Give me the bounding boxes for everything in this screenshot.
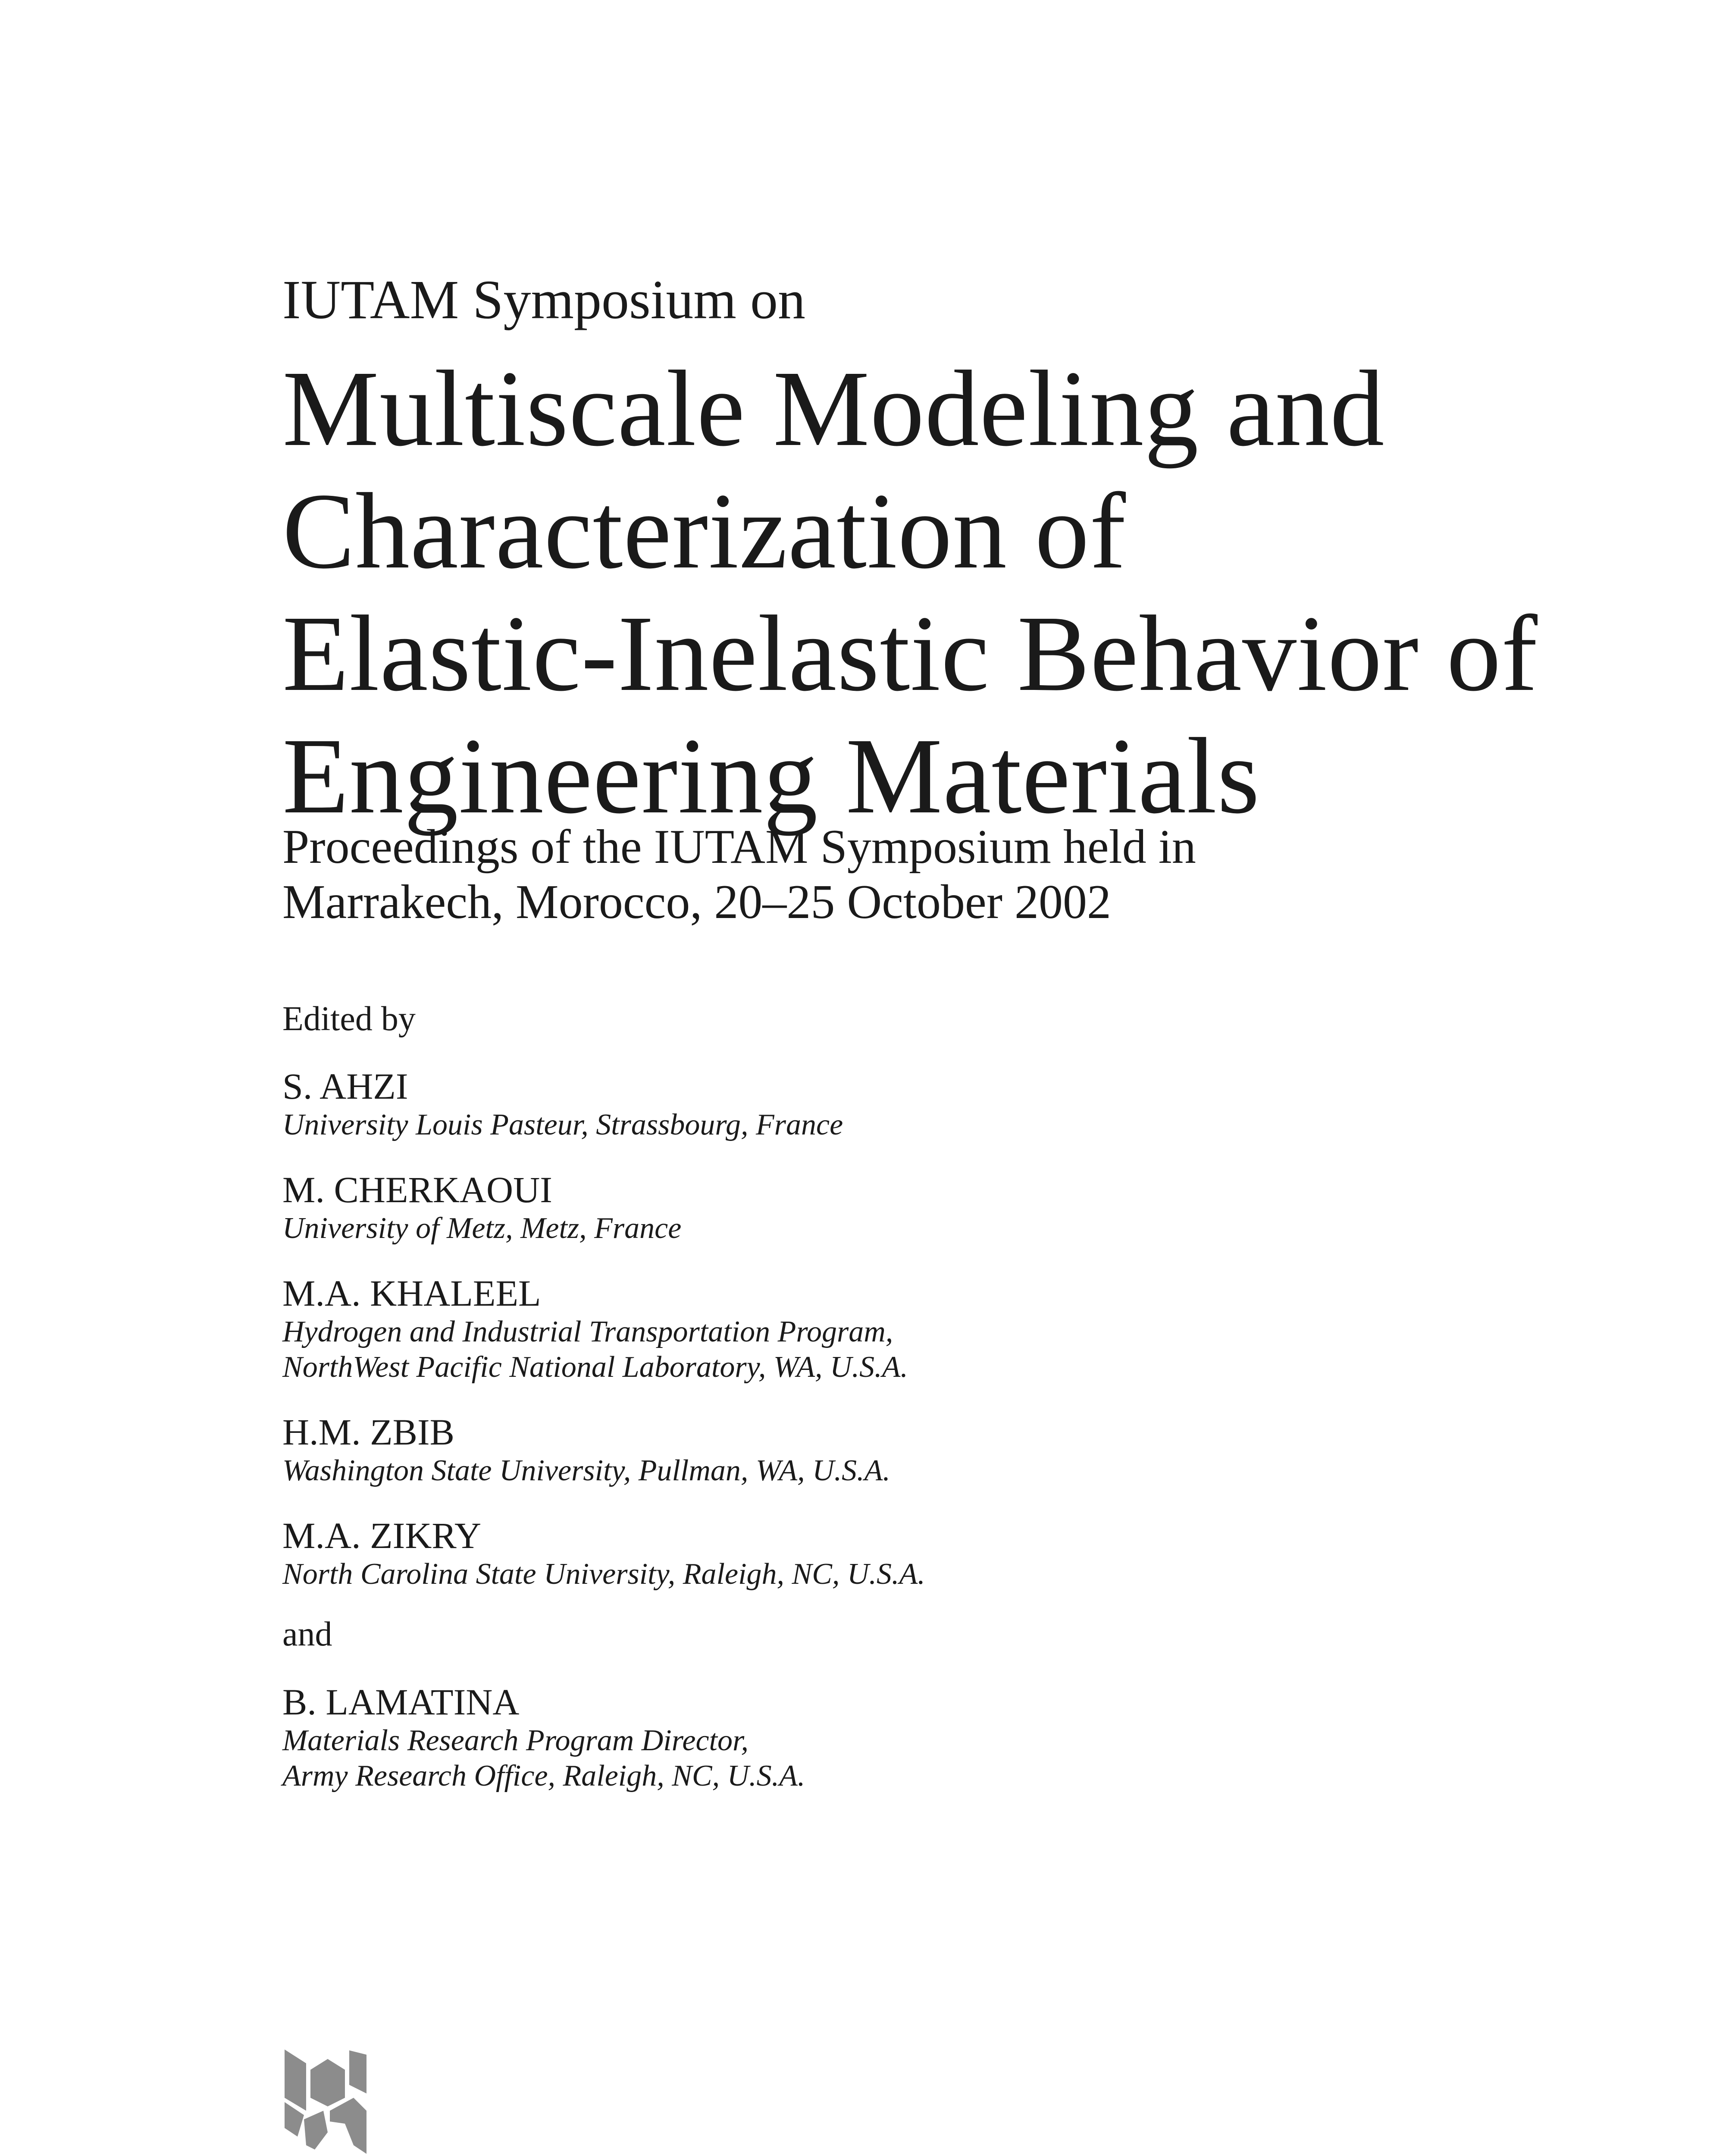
title-line: Multiscale Modeling and (282, 348, 1385, 469)
editor-entry (282, 1514, 1619, 1592)
editor-name: H.M. ZBIB (282, 1411, 454, 1453)
edited-by-label: Edited by (282, 1000, 416, 1038)
editor-affiliation: University Louis Pasteur, Strassbourg, France (282, 1108, 843, 1141)
title-line: Elastic-Inelastic Behavior of (282, 593, 1538, 714)
series-title: IUTAM Symposium on (282, 269, 805, 330)
editor-entry (282, 1411, 1619, 1489)
proceedings-line: Proceedings of the IUTAM Symposium held in (282, 820, 1196, 874)
editor-name: M. CHERKAOUI (282, 1169, 552, 1210)
springer-knight-logo-icon (280, 2046, 371, 2156)
book-title (282, 347, 1619, 837)
editors-list (282, 1065, 1619, 1820)
editor-name: S. AHZI (282, 1065, 408, 1107)
proceedings-line: Marrakech, Morocco, 20–25 October 2002 (282, 875, 1112, 929)
editor-name: M.A. KHALEEL (282, 1272, 541, 1314)
editor-affiliation: Hydrogen and Industrial Transportation Program, (282, 1315, 893, 1348)
proceedings-subtitle (282, 819, 1619, 930)
editor-name: M.A. ZIKRY (282, 1515, 482, 1556)
editor-affiliation: Materials Research Program Director, (282, 1724, 749, 1757)
editor-name: B. LAMATINA (282, 1681, 520, 1723)
editor-affiliation: University of Metz, Metz, France (282, 1212, 682, 1245)
editor-entry (282, 1681, 1619, 1794)
editor-entry (282, 1065, 1619, 1143)
editor-entry (282, 1272, 1619, 1385)
editor-affiliation: Washington State University, Pullman, WA, U.S.A. (282, 1454, 890, 1487)
editor-affiliation: Army Research Office, Raleigh, NC, U.S.A. (282, 1759, 805, 1792)
and-conjunction: and (282, 1615, 332, 1653)
editor-entry (282, 1169, 1619, 1246)
editor-affiliation: NorthWest Pacific National Laboratory, WA, U.S.A. (282, 1351, 908, 1384)
title-line: Engineering Materials (282, 715, 1260, 836)
editor-affiliation: North Carolina State University, Raleigh, NC, U.S.A. (282, 1557, 925, 1591)
title-line: Characterization of (282, 470, 1126, 591)
